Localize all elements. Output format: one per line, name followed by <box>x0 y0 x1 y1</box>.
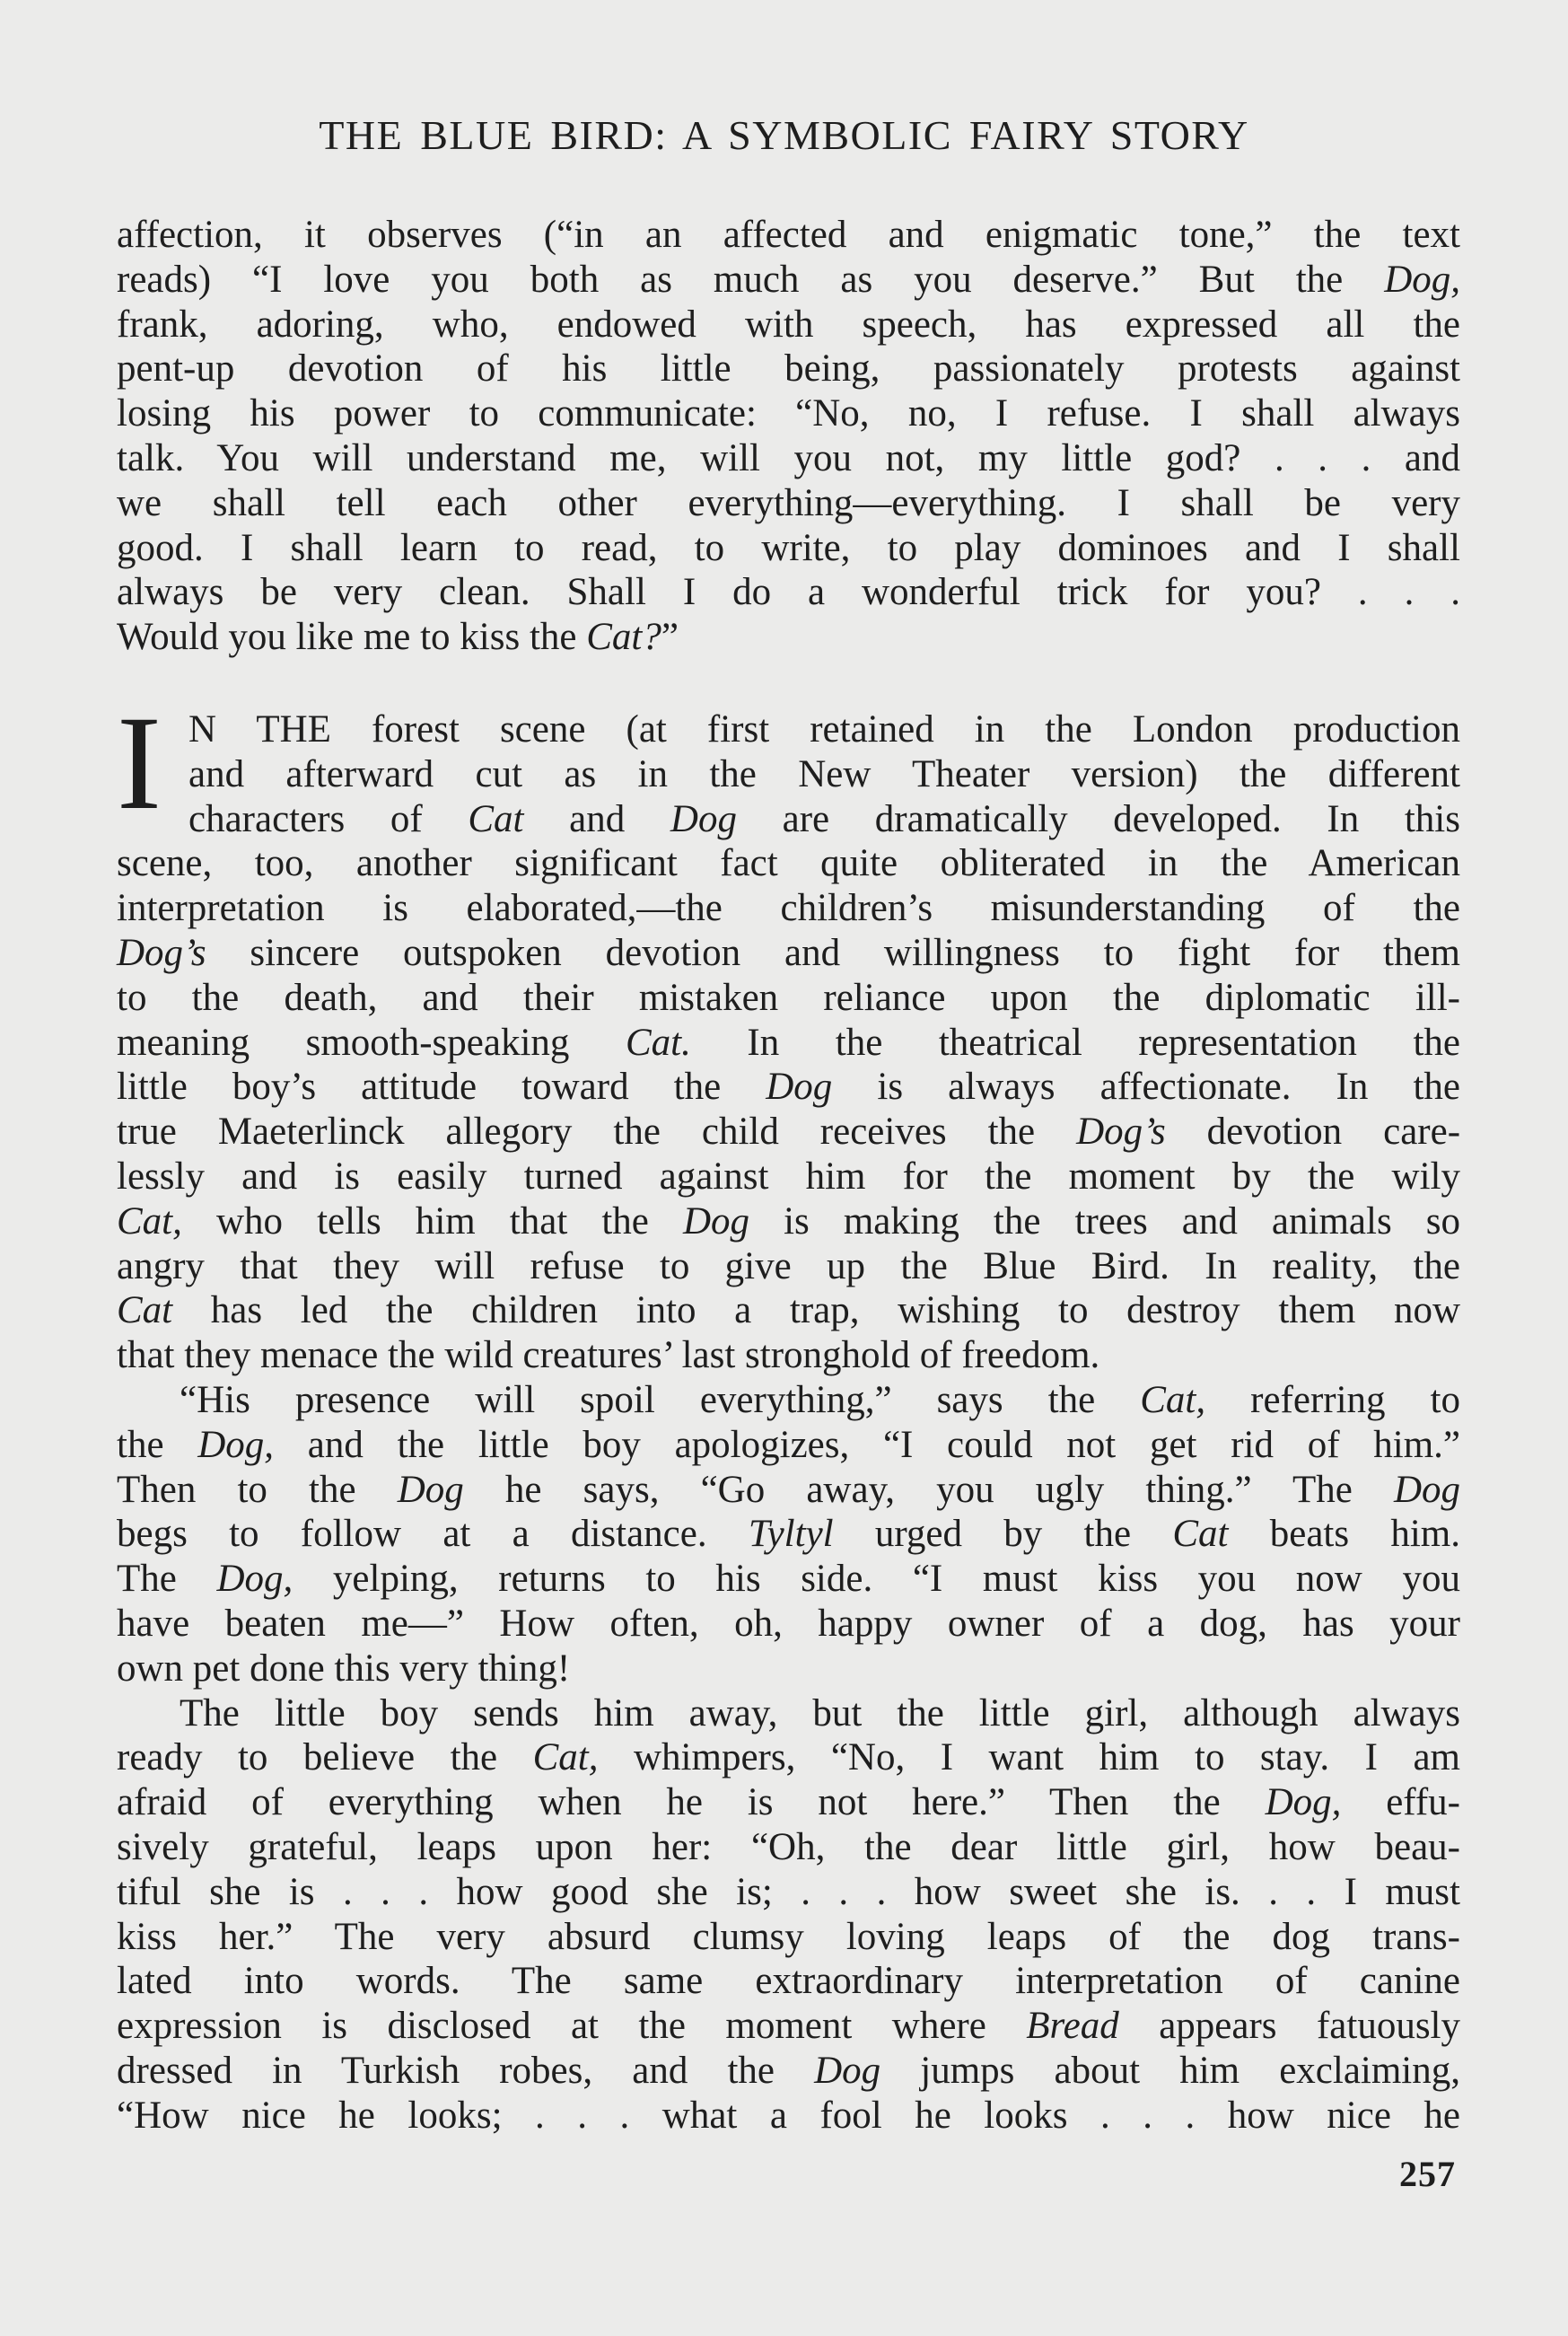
text-line: scene, too, another significant fact quite obliterated in the American <box>117 842 1460 885</box>
text-line: lated into words. The same extraordinary interpretation of canine <box>117 1960 1460 2003</box>
text-line: always be very clean. Shall I do a wonderful trick for you? . . . <box>117 571 1460 614</box>
text-line: affection, it observes (“in an affected and enigmatic tone,” the text <box>117 214 1460 256</box>
text-line: and afterward cut as in the New Theater version) the different <box>188 752 1460 795</box>
text-line: Then to the Dog he says, “Go away, you ugly thing.” The Dog <box>117 1468 1460 1511</box>
text-line: Would you like me to kiss the Cat?” <box>117 616 679 659</box>
text-line: Cat has led the children into a trap, wishing to destroy them now <box>117 1289 1460 1332</box>
text-line: frank, adoring, who, endowed with speech, has expressed all the <box>117 303 1460 346</box>
text-line: little boy’s attitude toward the Dog is always affectionate. In the <box>117 1066 1460 1109</box>
text-line: losing his power to communicate: “No, no, I refuse. I shall always <box>117 392 1460 435</box>
text-line: pent-up devotion of his little being, passionately protests against <box>117 347 1460 391</box>
text-line: lessly and is easily turned against him for the moment by the wily <box>117 1155 1460 1198</box>
text-line: The Dog, yelping, returns to his side. “I must kiss you now you <box>117 1558 1460 1601</box>
text-line: afraid of everything when he is not here.” Then the Dog, effu- <box>117 1781 1460 1824</box>
text-line: Dog’s sincere outspoken devotion and willingness to fight for them <box>117 931 1460 974</box>
text-line: good. I shall learn to read, to write, to play dominoes and I shall <box>117 526 1460 569</box>
text-line: Cat, who tells him that the Dog is making the trees and animals so <box>117 1199 1460 1243</box>
text-line: have beaten me—” How often, oh, happy owner of a dog, has your <box>117 1602 1460 1645</box>
text-line: kiss her.” The very absurd clumsy loving leaps of the dog trans- <box>117 1915 1460 1958</box>
text-line: own pet done this very thing! <box>117 1647 571 1690</box>
text-line: The little boy sends him away, but the little girl, although always <box>180 1691 1460 1734</box>
text-line: that they menace the wild creatures’ last stronghold of freedom. <box>117 1334 1100 1377</box>
paragraph-dog-speech <box>117 213 1460 660</box>
drop-cap: I <box>117 689 162 838</box>
text-line: true Maeterlinck allegory the child receives the Dog’s devotion care- <box>117 1111 1461 1154</box>
running-head: THE BLUE BIRD: A SYMBOLIC FAIRY STORY <box>319 112 1249 158</box>
text-line: the Dog, and the little boy apologizes, “I could not get rid of him.” <box>117 1423 1460 1466</box>
paragraph-forest-scene <box>117 707 1460 2138</box>
text-line: sively grateful, leaps upon her: “Oh, the dear little girl, how beau- <box>117 1825 1460 1868</box>
text-line: tiful she is . . . how good she is; . . . how sweet she is. . . I must <box>117 1870 1460 1913</box>
text-line: begs to follow at a distance. Tyltyl urged by the Cat beats him. <box>117 1513 1460 1556</box>
text-line: “How nice he looks; . . . what a fool he looks . . . how nice he <box>117 2094 1460 2137</box>
text-line: to the death, and their mistaken reliance upon the diplomatic ill- <box>117 976 1460 1019</box>
text-line: meaning smooth-speaking Cat. In the theatrical representation the <box>117 1021 1460 1064</box>
text-line: characters of Cat and Dog are dramatically developed. In this <box>188 797 1460 840</box>
text-line: we shall tell each other everything—everything. I shall be very <box>117 481 1460 524</box>
text-line: interpretation is elaborated,—the children’s misunderstanding of the <box>117 887 1460 930</box>
text-line: angry that they will refuse to give up the Blue Bird. In reality, the <box>117 1244 1460 1287</box>
text-line: reads) “I love you both as much as you deserve.” But the Dog, <box>117 258 1460 301</box>
text-line: talk. You will understand me, will you not, my little god? . . . and <box>117 436 1460 479</box>
text-line: “His presence will spoil everything,” says the Cat, referring to <box>180 1378 1460 1421</box>
text-line: ready to believe the Cat, whimpers, “No, I want him to stay. I am <box>117 1736 1461 1779</box>
text-line: expression is disclosed at the moment where Bread appears fatuously <box>117 2005 1460 2048</box>
page-number: 257 <box>1399 2154 1456 2194</box>
text-line: dressed in Turkish robes, and the Dog jumps about him exclaiming, <box>117 2049 1460 2092</box>
text-line: N THE forest scene (at first retained in the London production <box>188 708 1460 751</box>
